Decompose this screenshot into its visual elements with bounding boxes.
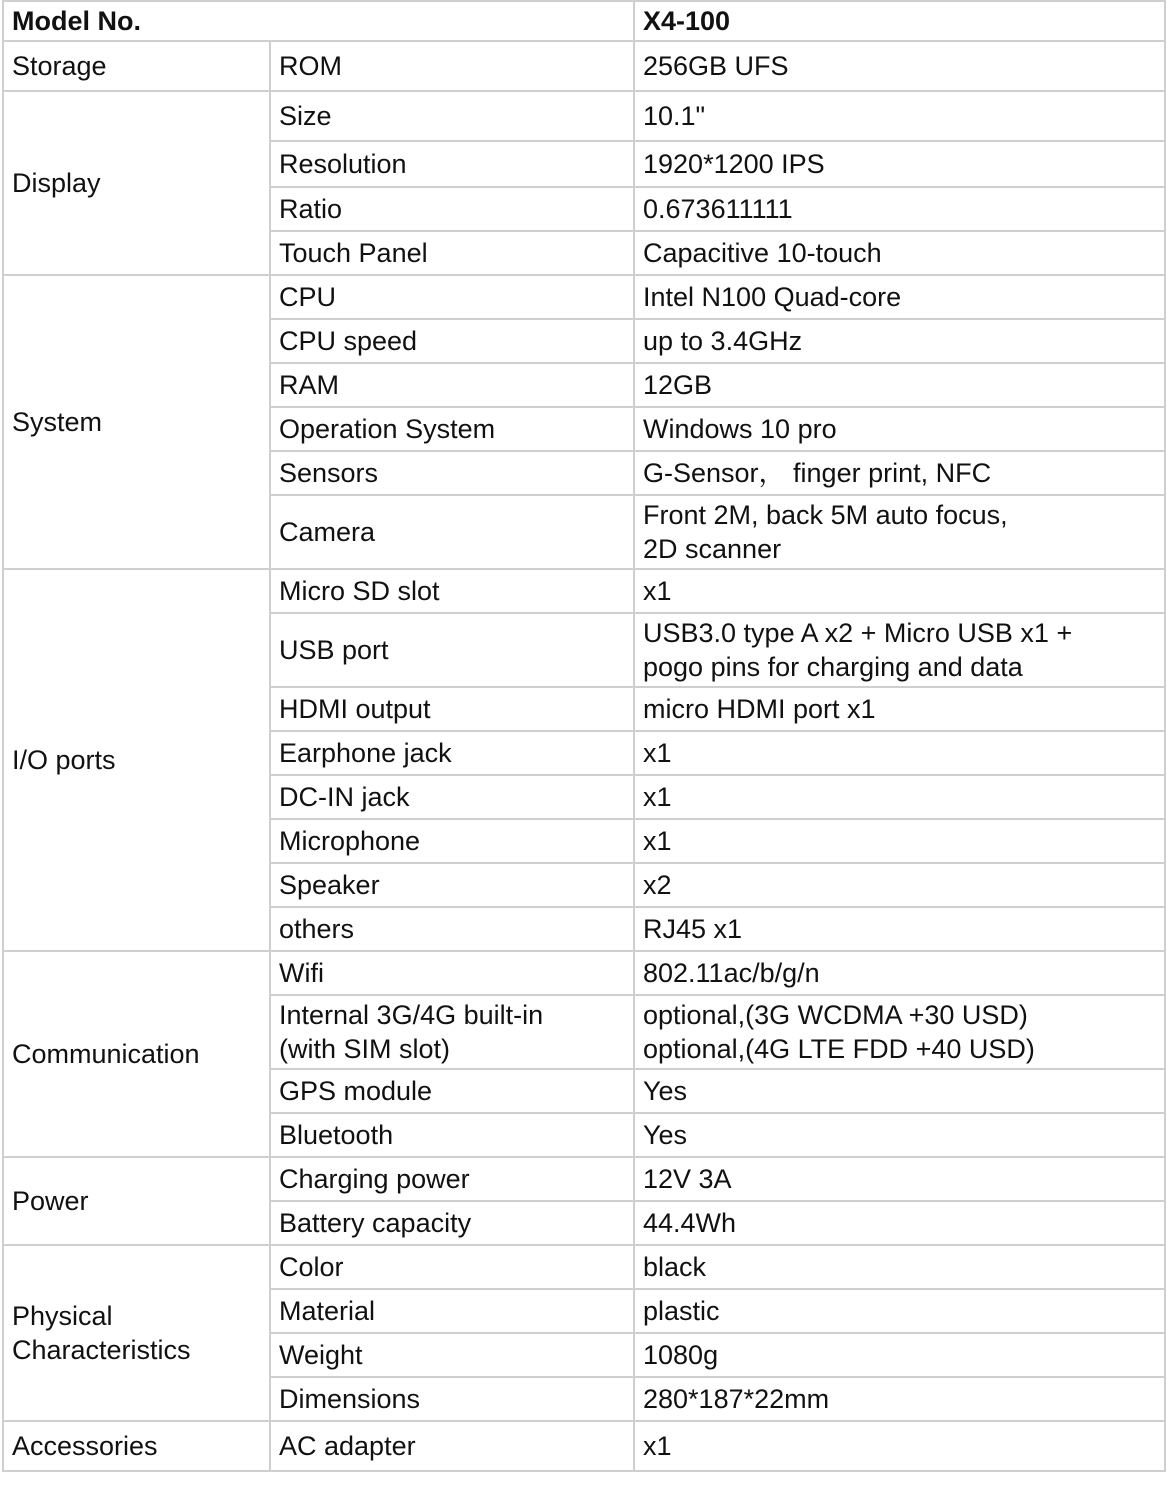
spec-row	[3, 41, 1165, 91]
feature-cell: Wifi	[270, 951, 634, 995]
feature-cell: Speaker	[270, 863, 634, 907]
value-cell: 12V 3A	[634, 1157, 1165, 1201]
feature-cell: Microphone	[270, 819, 634, 863]
feature-cell: Internal 3G/4G built-in (with SIM slot)	[270, 995, 634, 1069]
category-cell: Communication	[3, 951, 270, 1157]
feature-cell: others	[270, 907, 634, 951]
value-cell: 256GB UFS	[634, 41, 1165, 91]
feature-cell: Size	[270, 91, 634, 141]
value-cell: Yes	[634, 1113, 1165, 1157]
spec-row	[3, 1421, 1165, 1471]
value-cell: x1	[634, 819, 1165, 863]
spec-row	[3, 951, 1165, 995]
feature-cell: Bluetooth	[270, 1113, 634, 1157]
feature-cell: Dimensions	[270, 1377, 634, 1421]
feature-cell: Operation System	[270, 407, 634, 451]
feature-cell: USB port	[270, 613, 634, 687]
value-cell: x1	[634, 731, 1165, 775]
value-cell: 1080g	[634, 1333, 1165, 1377]
value-cell: 802.11ac/b/g/n	[634, 951, 1165, 995]
feature-cell: Micro SD slot	[270, 569, 634, 613]
value-cell: Yes	[634, 1069, 1165, 1113]
spec-body	[3, 41, 1165, 1471]
feature-cell: Sensors	[270, 451, 634, 495]
value-cell: Windows 10 pro	[634, 407, 1165, 451]
value-cell: x1	[634, 775, 1165, 819]
value-cell: Capacitive 10-touch	[634, 231, 1165, 275]
value-cell: 10.1"	[634, 91, 1165, 141]
category-cell: System	[3, 275, 270, 569]
value-cell: x2	[634, 863, 1165, 907]
feature-cell: Color	[270, 1245, 634, 1289]
value-cell: 44.4Wh	[634, 1201, 1165, 1245]
category-cell: Storage	[3, 41, 270, 91]
spec-row	[3, 275, 1165, 319]
feature-cell: CPU speed	[270, 319, 634, 363]
feature-cell: Resolution	[270, 141, 634, 187]
spec-row	[3, 91, 1165, 141]
spec-table	[2, 0, 1166, 1472]
value-cell: 0.673611111	[634, 187, 1165, 231]
header-row	[3, 1, 1165, 41]
model-no-value: X4-100	[634, 1, 1165, 41]
feature-cell: Battery capacity	[270, 1201, 634, 1245]
category-cell: Power	[3, 1157, 270, 1245]
feature-cell: HDMI output	[270, 687, 634, 731]
value-cell: G-Sensor， finger print, NFC	[634, 451, 1165, 495]
value-cell: black	[634, 1245, 1165, 1289]
value-cell: up to 3.4GHz	[634, 319, 1165, 363]
feature-cell: AC adapter	[270, 1421, 634, 1471]
value-cell: Front 2M, back 5M auto focus, 2D scanner	[634, 495, 1165, 569]
feature-cell: Charging power	[270, 1157, 634, 1201]
feature-cell: CPU	[270, 275, 634, 319]
value-cell: RJ45 x1	[634, 907, 1165, 951]
value-cell: micro HDMI port x1	[634, 687, 1165, 731]
spec-row	[3, 1245, 1165, 1289]
feature-cell: DC-IN jack	[270, 775, 634, 819]
spec-row	[3, 569, 1165, 613]
value-cell: 280*187*22mm	[634, 1377, 1165, 1421]
value-cell: x1	[634, 569, 1165, 613]
category-cell: Physical Characteristics	[3, 1245, 270, 1421]
value-cell: plastic	[634, 1289, 1165, 1333]
value-cell: optional,(3G WCDMA +30 USD) optional,(4G LTE FDD +40 USD)	[634, 995, 1165, 1069]
spec-row	[3, 1157, 1165, 1201]
value-cell: Intel N100 Quad-core	[634, 275, 1165, 319]
value-cell: 12GB	[634, 363, 1165, 407]
feature-cell: ROM	[270, 41, 634, 91]
category-cell: I/O ports	[3, 569, 270, 951]
feature-cell: Ratio	[270, 187, 634, 231]
feature-cell: RAM	[270, 363, 634, 407]
feature-cell: GPS module	[270, 1069, 634, 1113]
model-no-label: Model No.	[3, 1, 634, 41]
feature-cell: Touch Panel	[270, 231, 634, 275]
value-cell: 1920*1200 IPS	[634, 141, 1165, 187]
feature-cell: Weight	[270, 1333, 634, 1377]
value-cell: x1	[634, 1421, 1165, 1471]
category-cell: Accessories	[3, 1421, 270, 1471]
feature-cell: Material	[270, 1289, 634, 1333]
value-cell: USB3.0 type A x2 + Micro USB x1 + pogo pins for charging and data	[634, 613, 1165, 687]
feature-cell: Camera	[270, 495, 634, 569]
category-cell: Display	[3, 91, 270, 275]
feature-cell: Earphone jack	[270, 731, 634, 775]
